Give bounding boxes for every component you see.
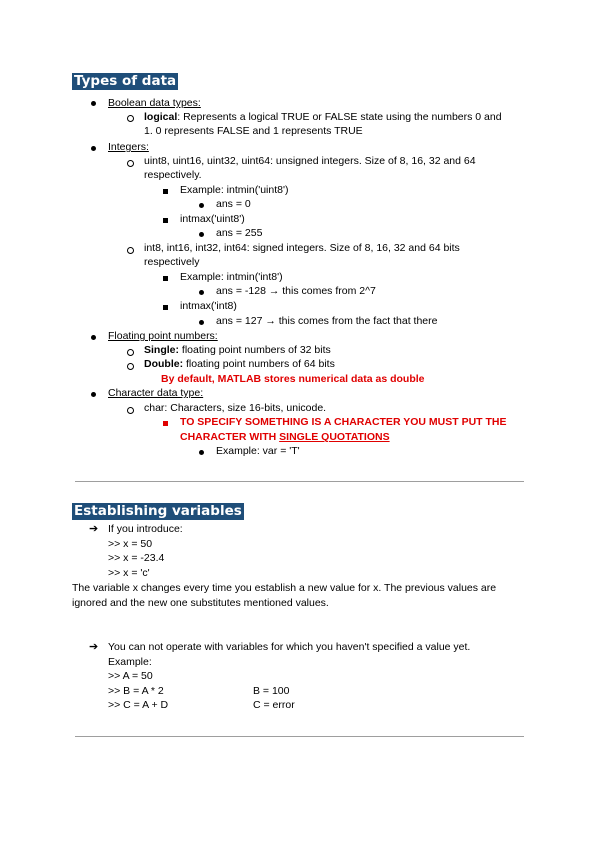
logical-line-1: [144, 110, 502, 124]
result-b: B = 100: [253, 685, 290, 697]
note-text: You can not operate with variables for which you haven't specified a value yet.: [108, 641, 471, 653]
signed-line-1: int8, int16, int32, int64: signed integers. Size of 8, 16, 32 and 64 bits: [144, 242, 460, 254]
bullet-circle: [127, 160, 134, 167]
bullet-circle: [127, 247, 134, 254]
bullet-circle: [127, 363, 134, 370]
character-label: Character data type:: [108, 387, 204, 399]
single-quotations-emphasis: SINGLE QUOTATIONS: [279, 431, 390, 443]
cmd-b: >> B = A * 2: [108, 685, 164, 697]
example-intmin-uint8: Example: intmin('uint8'): [180, 184, 289, 196]
matlab-double-note: By default, MATLAB stores numerical data as double: [161, 373, 425, 385]
char-warning-line-2: [180, 430, 390, 444]
bullet-square-red: [163, 421, 168, 426]
bullet-circle: [127, 407, 134, 414]
cmd-a: >> A = 50: [108, 670, 153, 682]
signed-line-2: respectively: [144, 256, 200, 268]
bullet-dot: [91, 146, 96, 151]
double-term: Double:: [144, 358, 184, 370]
single-term: Single:: [144, 344, 180, 356]
arrow-icon: ➔: [89, 523, 99, 535]
bullet-circle: [127, 349, 134, 356]
bullet-square: [163, 305, 168, 310]
cmd-x-neg: >> x = -23.4: [108, 552, 165, 564]
horizontal-divider: [75, 481, 524, 482]
char-warning-2a: CHARACTER WITH: [180, 431, 280, 443]
single-desc: floating point numbers of 32 bits: [179, 344, 331, 356]
intro-text: If you introduce:: [108, 523, 183, 535]
logical-line-2: 1. 0 represents FALSE and 1 represents TRUE: [144, 125, 363, 137]
para-line-1: The variable x changes every time you establish a new value for x. The previous values are: [72, 582, 497, 594]
bullet-square: [163, 218, 168, 223]
bullet-dot: [199, 450, 204, 455]
bullet-dot: [91, 101, 96, 106]
unsigned-line-1: uint8, uint16, uint32, uint64: unsigned integers. Size of 8, 16, 32 and 64: [144, 155, 476, 167]
bullet-circle: [127, 115, 134, 122]
floating-label: Floating point numbers:: [108, 330, 218, 342]
integers-label: Integers:: [108, 141, 149, 153]
bullet-dot: [199, 232, 204, 237]
single-line: [144, 343, 331, 357]
double-line: [144, 357, 335, 371]
example-intmax-int8: intmax('int8): [180, 300, 237, 312]
result-c: C = error: [253, 699, 295, 711]
bullet-square: [163, 276, 168, 281]
bullet-dot: [199, 203, 204, 208]
section-title-establishing-variables: Establishing variables: [74, 503, 242, 519]
bullet-dot: [199, 320, 204, 325]
logical-desc-1: : Represents a logical TRUE or FALSE state using the numbers 0 and: [177, 111, 502, 123]
cmd-x-char: >> x = 'c': [108, 567, 150, 579]
horizontal-divider: [75, 736, 524, 737]
example-label: Example:: [108, 656, 152, 668]
ans-intmax-uint8: ans = 255: [216, 227, 263, 239]
para-line-2: ignored and the new one substitutes mentioned values.: [72, 597, 329, 609]
char-example: Example: var = 'T': [216, 445, 300, 457]
boolean-label: Boolean data types:: [108, 97, 201, 109]
bullet-dot: [91, 335, 96, 340]
ans-intmax-int8: ans = 127 → this comes from the fact that there: [216, 315, 438, 327]
char-warning-line-1: TO SPECIFY SOMETHING IS A CHARACTER YOU MUST PUT THE: [180, 416, 507, 428]
ans-intmin-int8: ans = -128 → this comes from 2^7: [216, 285, 376, 297]
example-intmin-int8: Example: intmin('int8'): [180, 271, 283, 283]
example-intmax-uint8: intmax('uint8'): [180, 213, 245, 225]
ans-intmin-uint8: ans = 0: [216, 198, 251, 210]
char-desc: char: Characters, size 16-bits, unicode.: [144, 402, 327, 414]
cmd-x-50: >> x = 50: [108, 538, 153, 550]
bullet-dot: [91, 392, 96, 397]
double-desc: floating point numbers of 64 bits: [183, 358, 335, 370]
section-title-types-of-data: Types of data: [74, 73, 177, 89]
cmd-c: >> C = A + D: [108, 699, 169, 711]
arrow-icon: ➔: [89, 641, 99, 653]
bullet-dot: [199, 290, 204, 295]
logical-term: logical: [144, 111, 178, 123]
bullet-square: [163, 189, 168, 194]
unsigned-line-2: respectively.: [144, 169, 202, 181]
